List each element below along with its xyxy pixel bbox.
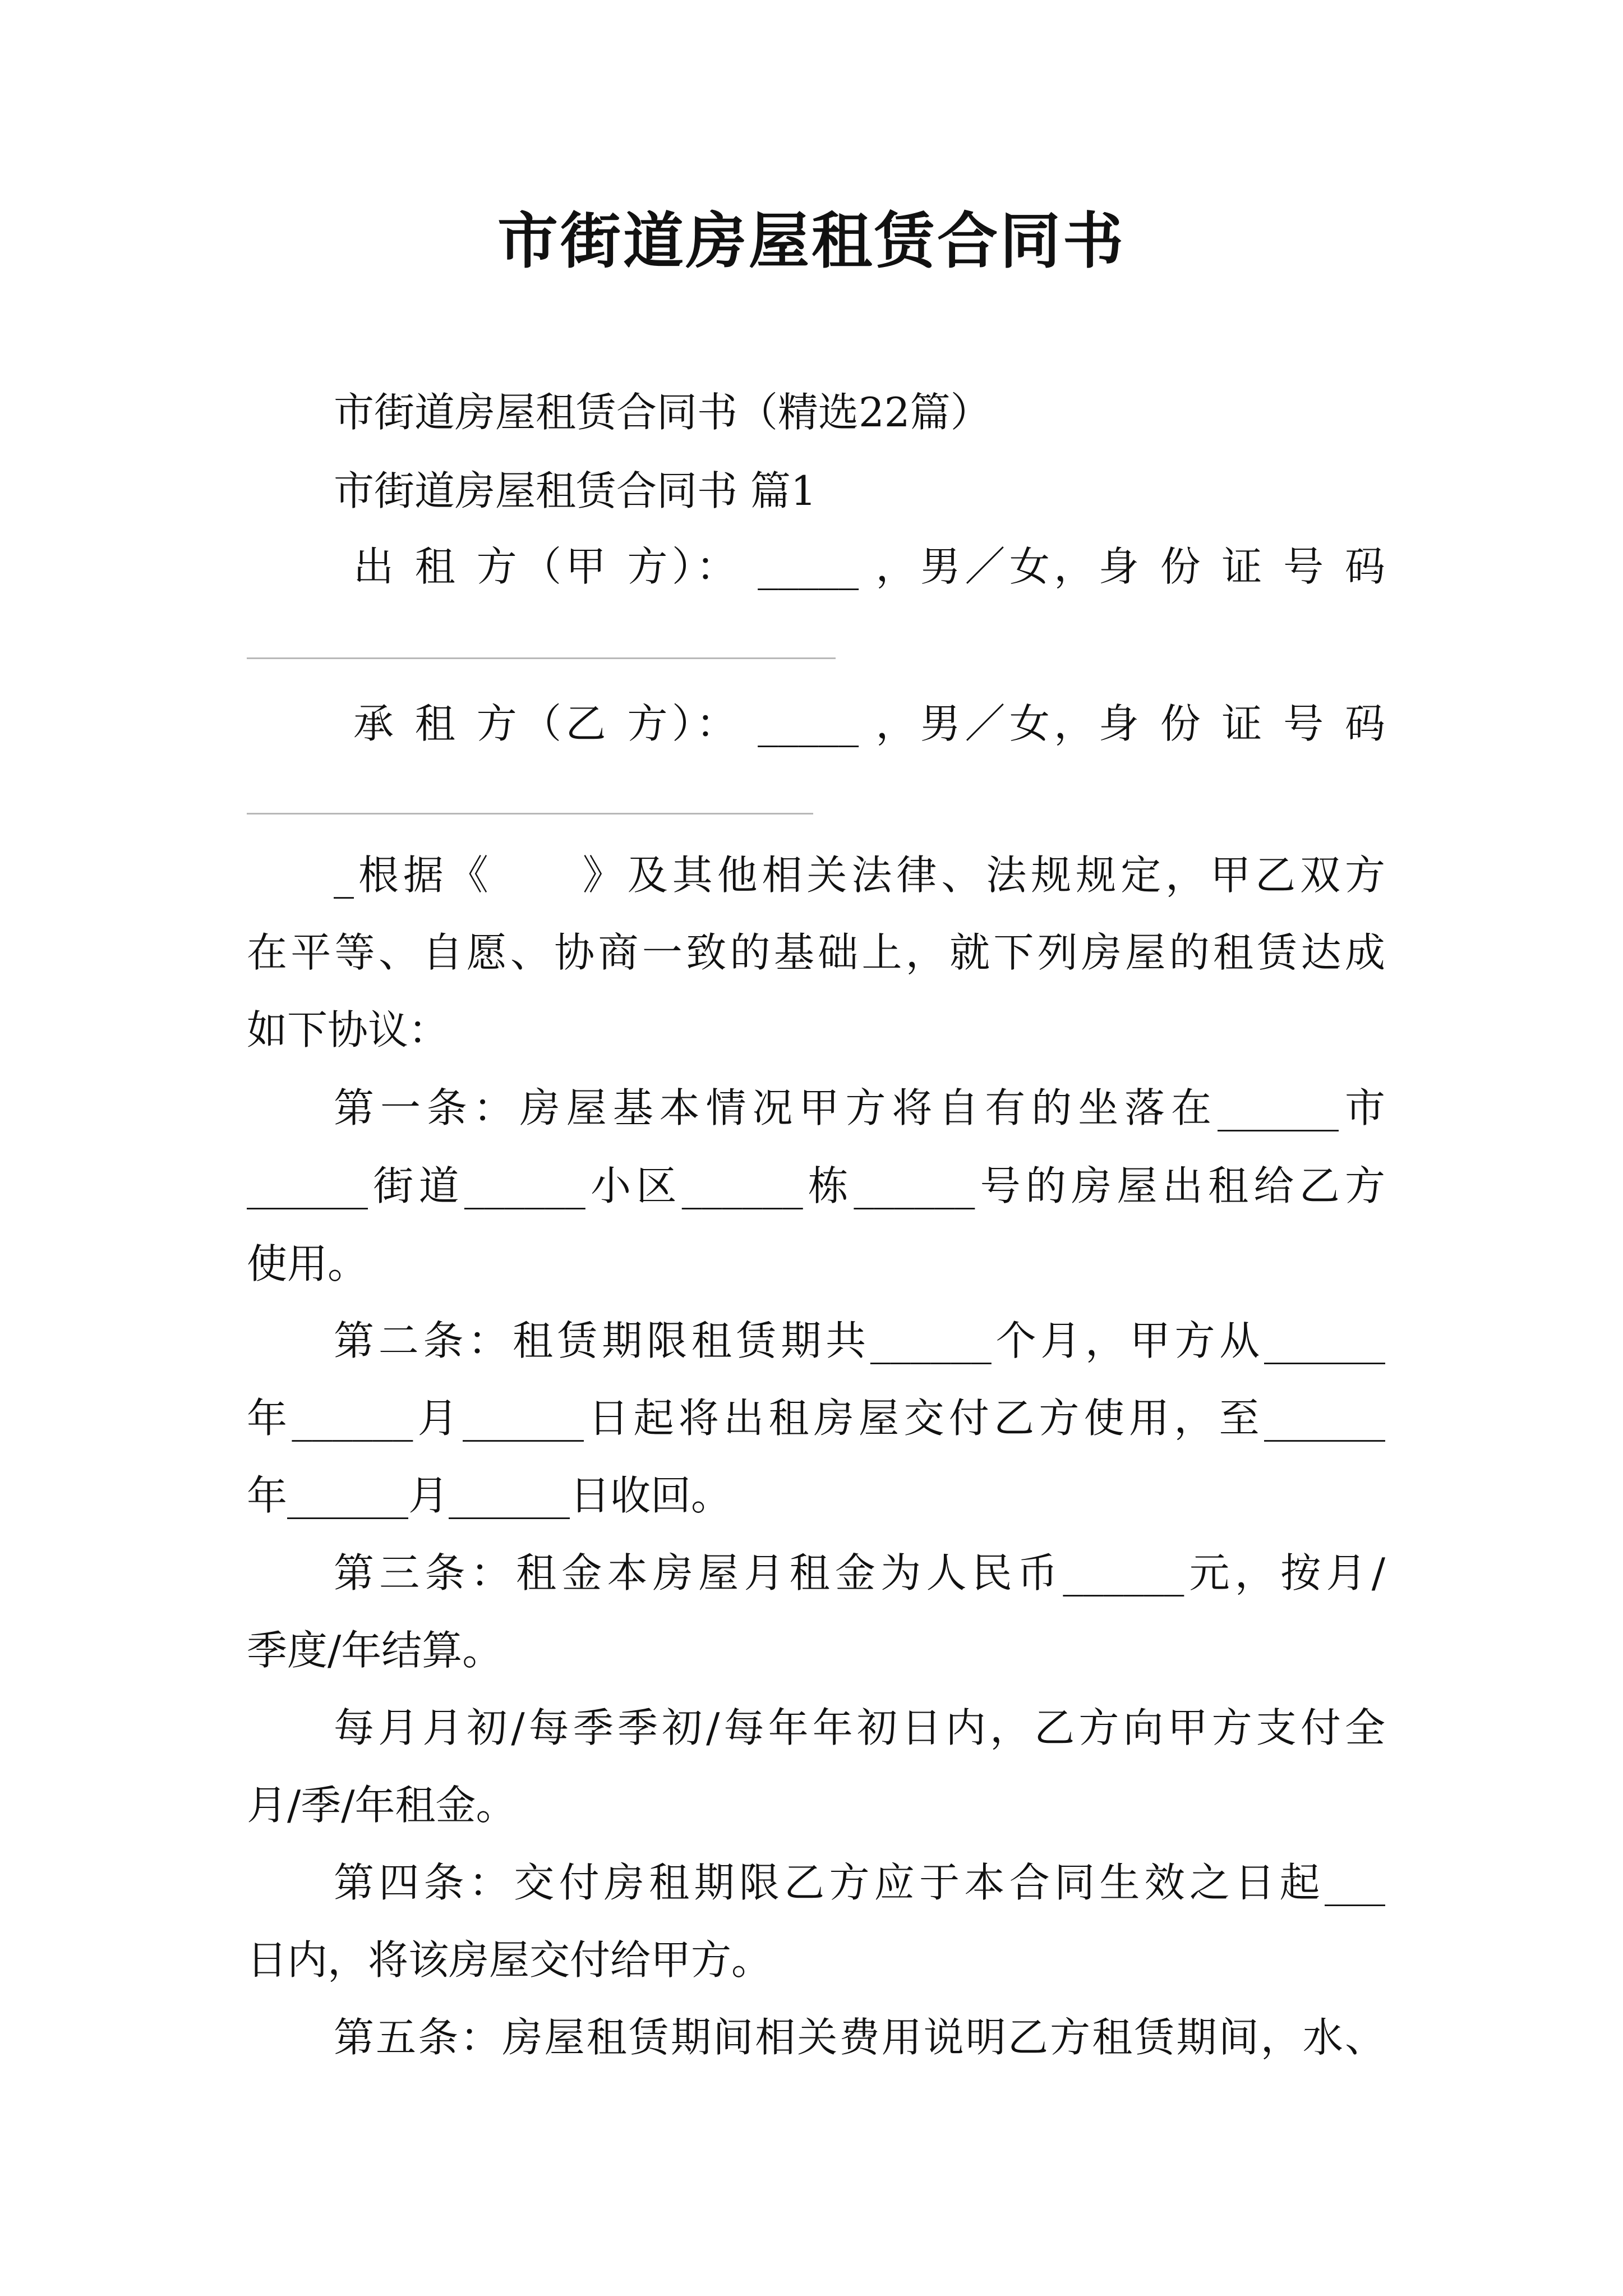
article-4-line: 日内，将该房屋交付给甲方。	[247, 1936, 772, 1984]
payment-line: 每月月初/每季季初/每年年初日内，乙方向甲方支付全	[334, 1704, 1385, 1751]
article-5-line: 第五条：房屋租赁期间相关费用说明乙方租赁期间，水、	[334, 2014, 1385, 2061]
subtitle-line: 市街道房屋租赁合同书（精选22篇）	[334, 389, 991, 436]
paragraph-line: 在平等、自愿、协商一致的基础上，就下列房屋的租赁达成	[247, 929, 1385, 976]
lessor-line: 出 租 方（甲 方）： _____ ，男／女，身 份 证 号 码	[353, 543, 1385, 590]
article-1-line: ______街道______小区______栋______号的房屋出租给乙方	[247, 1162, 1385, 1209]
lessor-id-blank	[247, 657, 836, 659]
article-2-line: 年______月______日起将出租房屋交付乙方使用，至______	[247, 1395, 1385, 1442]
paragraph-line: _根据《 》及其他相关法律、法规规定，甲乙双方	[334, 852, 1385, 899]
article-2-line: 年______月______日收回。	[247, 1472, 732, 1519]
payment-line: 月/季/年租金。	[247, 1782, 517, 1829]
lessee-id-blank	[247, 813, 813, 815]
document-title: 市街道房屋租赁合同书	[497, 206, 1126, 277]
article-3-line: 第三条：租金本房屋月租金为人民币______元，按月/	[334, 1549, 1385, 1596]
article-2-line: 第二条：租赁期限租赁期共______个月，甲方从______	[334, 1317, 1385, 1364]
article-1-line: 第一条：房屋基本情况甲方将自有的坐落在______市	[334, 1084, 1385, 1131]
section-heading: 市街道房屋租赁合同书 篇1	[334, 467, 817, 514]
article-3-line: 季度/年结算。	[247, 1627, 503, 1674]
lessee-line: 承 租 方（乙 方）： _____ ，男／女，身 份 证 号 码	[353, 700, 1385, 747]
article-1-line: 使用。	[247, 1240, 368, 1287]
article-4-line: 第四条：交付房租期限乙方应于本合同生效之日起___	[334, 1859, 1385, 1906]
paragraph-line: 如下协议：	[247, 1006, 449, 1053]
